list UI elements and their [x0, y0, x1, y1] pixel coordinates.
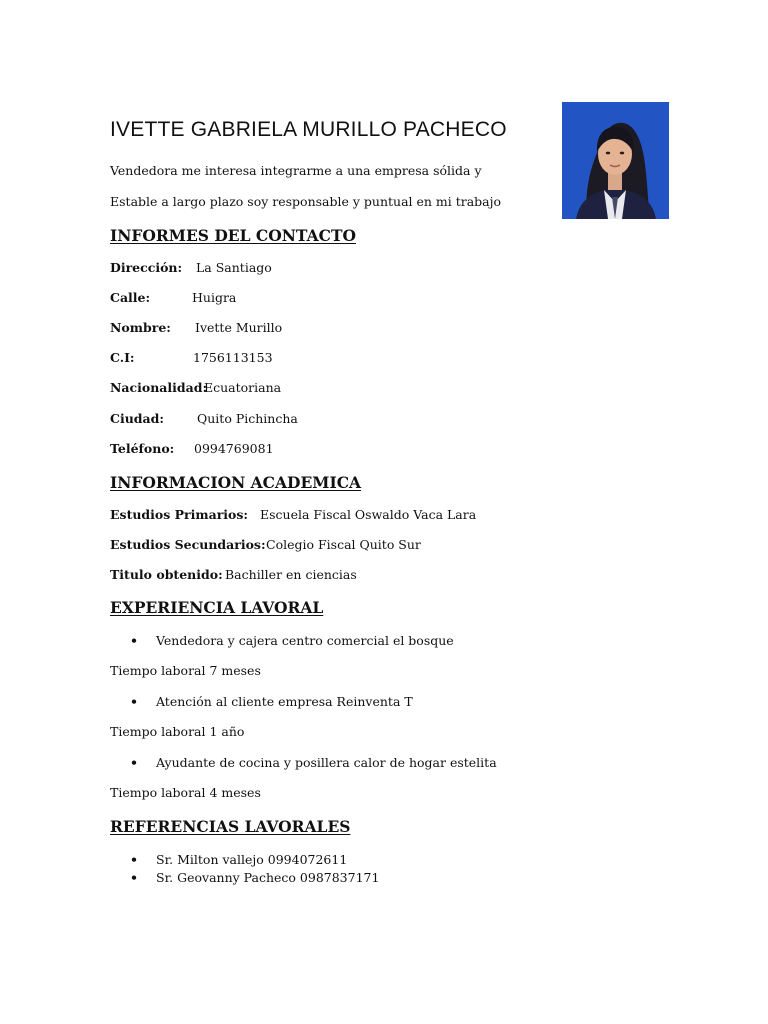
contact-value: La Santiago	[196, 260, 272, 275]
bullet-icon: •	[130, 755, 138, 770]
reference-text: Sr. Milton vallejo 0994072611	[156, 852, 348, 867]
contact-value: 0994769081	[194, 441, 274, 456]
contact-heading: INFORMES DEL CONTACTO	[110, 226, 357, 245]
contact-value: Quito Pichincha	[197, 411, 298, 426]
contact-value: 1756113153	[193, 350, 273, 365]
contact-value: Ivette Murillo	[195, 320, 283, 335]
job-title: Atención al cliente empresa Reinventa T	[156, 694, 413, 709]
experience-time-2: Tiempo laboral 1 año	[110, 724, 245, 739]
contact-label: C.I:	[110, 350, 135, 365]
experience-time-3: Tiempo laboral 4 meses	[110, 785, 261, 800]
contact-label: Dirección:	[110, 260, 183, 275]
experience-heading: EXPERIENCIA LAVORAL	[110, 598, 324, 617]
bullet-icon: •	[130, 870, 138, 885]
academic-value: Bachiller en ciencias	[225, 567, 357, 582]
references-heading: REFERENCIAS LAVORALES	[110, 817, 351, 836]
contact-value: Huigra	[192, 290, 237, 305]
academic-label: Estudios Primarios:	[110, 507, 249, 522]
academic-label: Titulo obtenido:	[110, 567, 223, 582]
academic-value: Colegio Fiscal Quito Sur	[266, 537, 421, 552]
contact-label: Calle:	[110, 290, 151, 305]
academic-heading: INFORMACION ACADEMICA	[110, 473, 362, 492]
contact-label: Teléfono:	[110, 441, 175, 456]
profile-photo	[562, 102, 669, 219]
contact-label: Nombre:	[110, 320, 171, 335]
job-title: Vendedora y cajera centro comercial el bosque	[156, 633, 454, 648]
contact-value: Ecuatoriana	[204, 380, 282, 395]
experience-time-1: Tiempo laboral 7 meses	[110, 663, 261, 678]
academic-value: Escuela Fiscal Oswaldo Vaca Lara	[260, 507, 477, 522]
summary-line-1: Vendedora me interesa integrarme a una empresa sólida y	[110, 163, 482, 178]
academic-label: Estudios Secundarios:	[110, 537, 266, 552]
bullet-icon: •	[130, 633, 138, 648]
contact-label: Ciudad:	[110, 411, 164, 426]
summary-line-2: Estable a largo plazo soy responsable y puntual en mi trabajo	[110, 194, 502, 209]
bullet-icon: •	[130, 852, 138, 867]
candidate-name: IVETTE GABRIELA MURILLO PACHECO	[110, 118, 507, 141]
bullet-icon: •	[130, 694, 138, 709]
job-title: Ayudante de cocina y posillera calor de hogar estelita	[156, 755, 497, 770]
contact-label: Nacionalidad:	[110, 380, 208, 395]
reference-text: Sr. Geovanny Pacheco 0987837171	[156, 870, 380, 885]
